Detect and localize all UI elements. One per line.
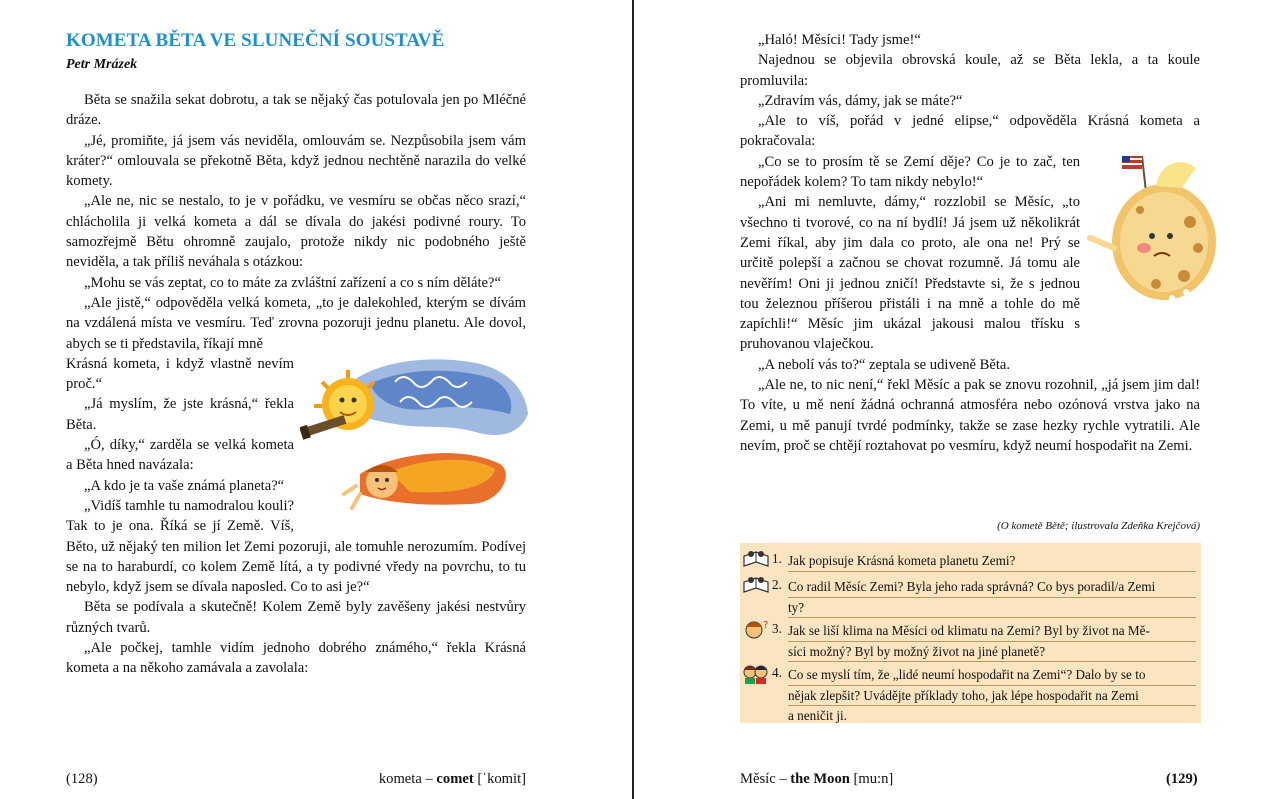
question-text	[788, 551, 1196, 572]
question-number: 2.	[772, 577, 782, 592]
question-line: Jak popisuje Krásná kometa planetu Zemi?	[788, 551, 1196, 572]
illustration-credit: (O kometě Bětě; ilustrovala Zdeňka Krejčová)	[997, 520, 1200, 532]
vocab-footer-left	[379, 771, 526, 788]
story-text-left	[66, 90, 526, 679]
question-line: nějak zlepšit? Uvádějte příklady toho, jak lépe hospodařit na Zemi	[788, 686, 1196, 707]
paragraph: Běta se snažila sekat dobrotu, a tak se nějaký čas potulovala jen po Mléčné dráze.	[66, 92, 526, 129]
vocab-word: Měsíc –	[740, 771, 791, 787]
paragraph: „Co se to prosím tě se Zemí děje? Co je to zač, ten nepořádek kolem? To tam nikdy nebylo!“	[740, 153, 1080, 191]
book-reading-icon	[742, 574, 770, 596]
paragraph: „Ale to víš, pořád v jedné elipse,“ odpověděla Krásná kometa a pokračovala:	[740, 113, 1200, 150]
question-line: Co se myslí tím, že „lidé neumí hospodařit na Zemi“? Dalo by se to	[788, 665, 1196, 686]
vocab-translation: the Moon	[790, 771, 850, 787]
paragraph: „Ale počkej, tamhle vidím jednoho dobrého známého,“ řekla Krásná kometa a na někoho zamávala a zavolala:	[66, 640, 526, 677]
page-number-right: (129)	[1166, 771, 1198, 787]
paragraph: „Zdravím vás, dámy, jak se máte?“	[758, 92, 963, 109]
paragraph: „A nebolí vás to?“ zeptala se udiveně Běta.	[758, 356, 1011, 373]
question-line: síci možný? Byl by možný život na jiné planetě?	[788, 642, 1196, 663]
paragraph: Běta se podívala a skutečně! Kolem Země byly zavěšeny jakési nestvůry různých tvarů.	[66, 599, 526, 636]
vocab-word: kometa –	[378, 771, 437, 787]
question-number: 4.	[772, 665, 782, 680]
paragraph: „Ó, díky,“ zarděla se velká kometa a Běta hned navázala:	[66, 437, 294, 474]
left-page	[0, 0, 632, 799]
question-text	[788, 577, 1196, 618]
vocab-pronunciation: [mu:n]	[849, 771, 894, 787]
paragraph: „Ani mi nemluvte, dámy,“ rozzlobil se Měsíc, „to všechno ti tvorové, co na ní bydlí! Já jsem už několikrát Zemi říkal, aby jim dala co proto, ale ona ne! Prý se určitě polepší a začnou se chovat rozumně. Já tomu ale nevěřím! Oni ji jednou zničí! Představte si, že s jednou tou železnou příšerou přistáli i na mně a tohle do mě zapíchli!“ Měsíc jim ukázal jakousi malou třísku s pruhovanou vlaječkou.	[740, 194, 1080, 353]
question-line: Jak se liší klima na Měsíci od klimatu na Zemi? Byl by život na Mě-	[788, 621, 1196, 642]
story-text-right	[740, 30, 1200, 456]
vocab-translation: comet	[436, 771, 474, 787]
paragraph: „Ale jistě,“ odpověděla velká kometa, „to je dalekohled, kterým se dívám na vzdálená místa ve vesmíru. Teď zrovna pozoruji jednu planetu. Ale dovol, abych se ti představila, říkají mně	[66, 294, 526, 352]
paragraph: „Ale ne, to nic není,“ řekl Měsíc a pak se znovu rozohnil, „já jsem jim dal! To víte, u mě není žádná ochranná atmosféra nebo ozónová vrstva jako na Zemi, u mě panují tvrdé podmínky, takže se zase hezky rychle vytratili. Ale nevím, proč se chtějí roztahovat po vesmíru, když neumí hospodařit na Zemi.	[740, 377, 1200, 454]
question-line: Co radil Měsíc Zemi? Byla jeho rada správná? Co bys poradil/a Zemi	[788, 577, 1196, 598]
page-number-left: (128)	[66, 771, 98, 787]
paragraph: „Haló! Měsíci! Tady jsme!“	[758, 32, 921, 48]
paragraph: „Ale ne, nic se nestalo, to je v pořádku, ve vesmíru se občas něco srazí,“ chlácholila ji velká kometa a dál se dívala do jakési podivné roury. To samozřejmě Bětu ohromně zaujalo, protože nikdy nic podobného ještě neviděla, a tak příliš neváhala s otázkou:	[66, 193, 526, 271]
paragraph: „Jé, promiňte, já jsem vás neviděla, omlouvám se. Nezpůsobila jsem vám kráter?“ omlouvala se překotně Běta, když jednou nechtěně narazila do velké komety.	[66, 132, 526, 190]
paragraph: „Vidíš tamhle tu namodralou kouli? Tak to je ona. Říká se jí Země. Víš, Běto, už nějaký ten milion let Zemi pozoruji, ale tomuhle nerozumím. Podívej se na to haraburdí, co kolem Země lítá, a ty podivné vředy na povrchu, to tu nebylo, když jsem se dívala naposled. Co to asi je?“	[66, 497, 526, 596]
author-name: Petr Mrázek	[66, 57, 138, 72]
svg-text:?: ?	[763, 620, 769, 631]
questions-box	[740, 543, 1201, 723]
paragraph: „Já myslím, že jste krásná,“ řekla Běta.	[66, 396, 294, 433]
paragraph: Najednou se objevila obrovská koule, až se Běta lekla, a ta koule promluvila:	[740, 52, 1200, 89]
book-reading-icon	[742, 548, 770, 570]
question-text	[788, 665, 1196, 726]
question-number: 1.	[772, 551, 782, 566]
moon-illustration	[1086, 152, 1226, 357]
vocab-footer-right	[740, 771, 893, 788]
question-number: 3.	[772, 621, 782, 636]
paragraph: „A kdo je ta vaše známá planeta?“	[84, 477, 285, 494]
question-text	[788, 621, 1196, 662]
thinking-child-icon	[742, 618, 770, 640]
vocab-pronunciation: [ˈkomit]	[473, 771, 526, 787]
paragraph: „Mohu se vás zeptat, co to máte za zvláštní zařízení a co s ním děláte?“	[84, 274, 501, 291]
question-line: a neničit ji.	[788, 708, 847, 723]
question-line: ty?	[788, 598, 1196, 619]
discussion-pair-icon	[742, 662, 770, 684]
comet-telescope-illustration	[300, 354, 532, 524]
right-page	[634, 0, 1271, 799]
story-title: KOMETA BĚTA VE SLUNEČNÍ SOUSTAVĚ	[66, 30, 445, 51]
paragraph: Krásná kometa, i když vlastně nevím proč.“	[66, 355, 294, 393]
